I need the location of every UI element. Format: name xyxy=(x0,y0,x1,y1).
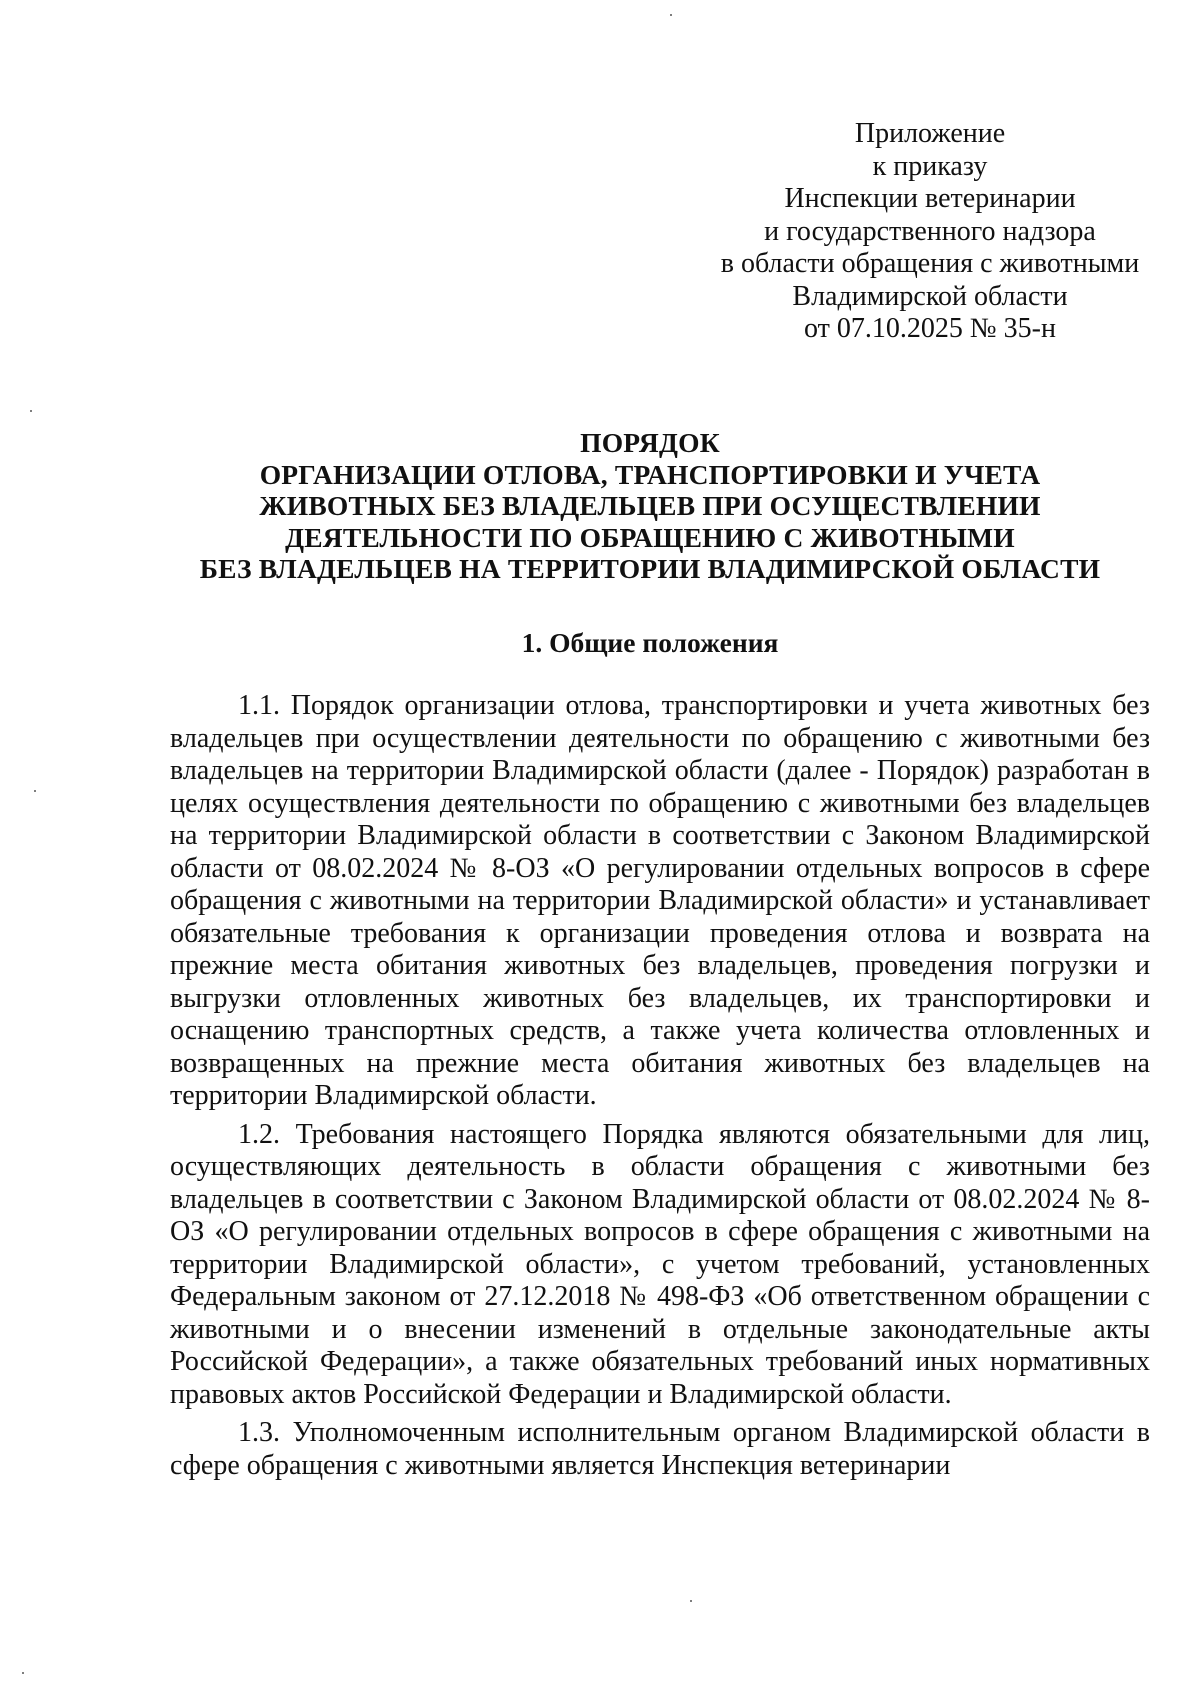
paragraph-1-3: 1.3. Уполномоченным исполнительным органом Владимирской области в сфере обращения с животными является Инспекция ветеринарии xyxy=(170,1417,1150,1481)
appendix-line: Инспекции ветеринарии xyxy=(784,183,1076,214)
title-line: ПОРЯДОК xyxy=(580,427,720,458)
appendix-line: от 07.10.2025 № 35-н xyxy=(804,313,1056,344)
appendix-line: в области обращения с животными xyxy=(720,248,1140,279)
scan-speck xyxy=(22,1672,24,1674)
scan-speck xyxy=(34,790,36,792)
section-heading: 1. Общие положения xyxy=(521,627,779,658)
title-line: ОРГАНИЗАЦИИ ОТЛОВА, ТРАНСПОРТИРОВКИ И УЧЕТА xyxy=(259,458,1041,490)
document-title xyxy=(150,427,1150,585)
appendix-line: Владимирской области xyxy=(792,280,1068,312)
title-line: БЕЗ ВЛАДЕЛЬЦЕВ НА ТЕРРИТОРИИ ВЛАДИМИРСКОЙ ОБЛАСТИ xyxy=(199,553,1101,584)
title-line: ДЕЯТЕЛЬНОСТИ ПО ОБРАЩЕНИЮ С ЖИВОТНЫМИ xyxy=(285,521,1015,553)
section-body xyxy=(170,690,1150,1488)
paragraph-1-1: 1.1. Порядок организации отлова, транспортировки и учета животных без владельцев при осуществлении деятельности по обращению с животными без владельцев на территории Владимирской области (далее - Порядок) разработан в целях осуществления деятельности по обращению с животными без владельцев на территории Владимирской области в соответствии с Законом Владимирской области от 08.02.2024 № 8-ОЗ «О регулировании отдельных вопросов в сфере обращения с животными на территории Владимирской области» и устанавливает обязательные требования к организации проведения отлова и возврата на прежние места обитания животных без владельцев, проведения погрузки и выгрузки отловленных животных без владельцев, их транспортировки и оснащению транспортных средств, а также учета количества отловленных и возвращенных на прежние места обитания животных без владельцев на территории Владимирской области. xyxy=(170,690,1150,1111)
appendix-line: и государственного надзора xyxy=(764,215,1096,247)
scan-speck xyxy=(30,410,32,412)
scan-speck xyxy=(690,1600,692,1602)
appendix-line: к приказу xyxy=(872,150,988,182)
paragraph-1-2: 1.2. Требования настоящего Порядка являются обязательными для лиц, осуществляющих деятельность в области обращения с животными без владельцев в соответствии с Законом Владимирской области от 08.02.2024 № 8-ОЗ «О регулировании отдельных вопросов в сфере обращения с животными на территории Владимирской области», с учетом требований, установленных Федеральным законом от 27.12.2018 № 498-ФЗ «Об ответственном обращении с животными и о внесении изменений в отдельные законодательные акты Российской Федерации», а также обязательных требований иных нормативных правовых актов Российской Федерации и Владимирской области. xyxy=(170,1118,1150,1410)
appendix-line: Приложение xyxy=(854,118,1006,149)
appendix-block xyxy=(690,118,1170,346)
title-line: ЖИВОТНЫХ БЕЗ ВЛАДЕЛЬЦЕВ ПРИ ОСУЩЕСТВЛЕНИИ xyxy=(259,490,1041,521)
scan-speck xyxy=(670,14,672,16)
